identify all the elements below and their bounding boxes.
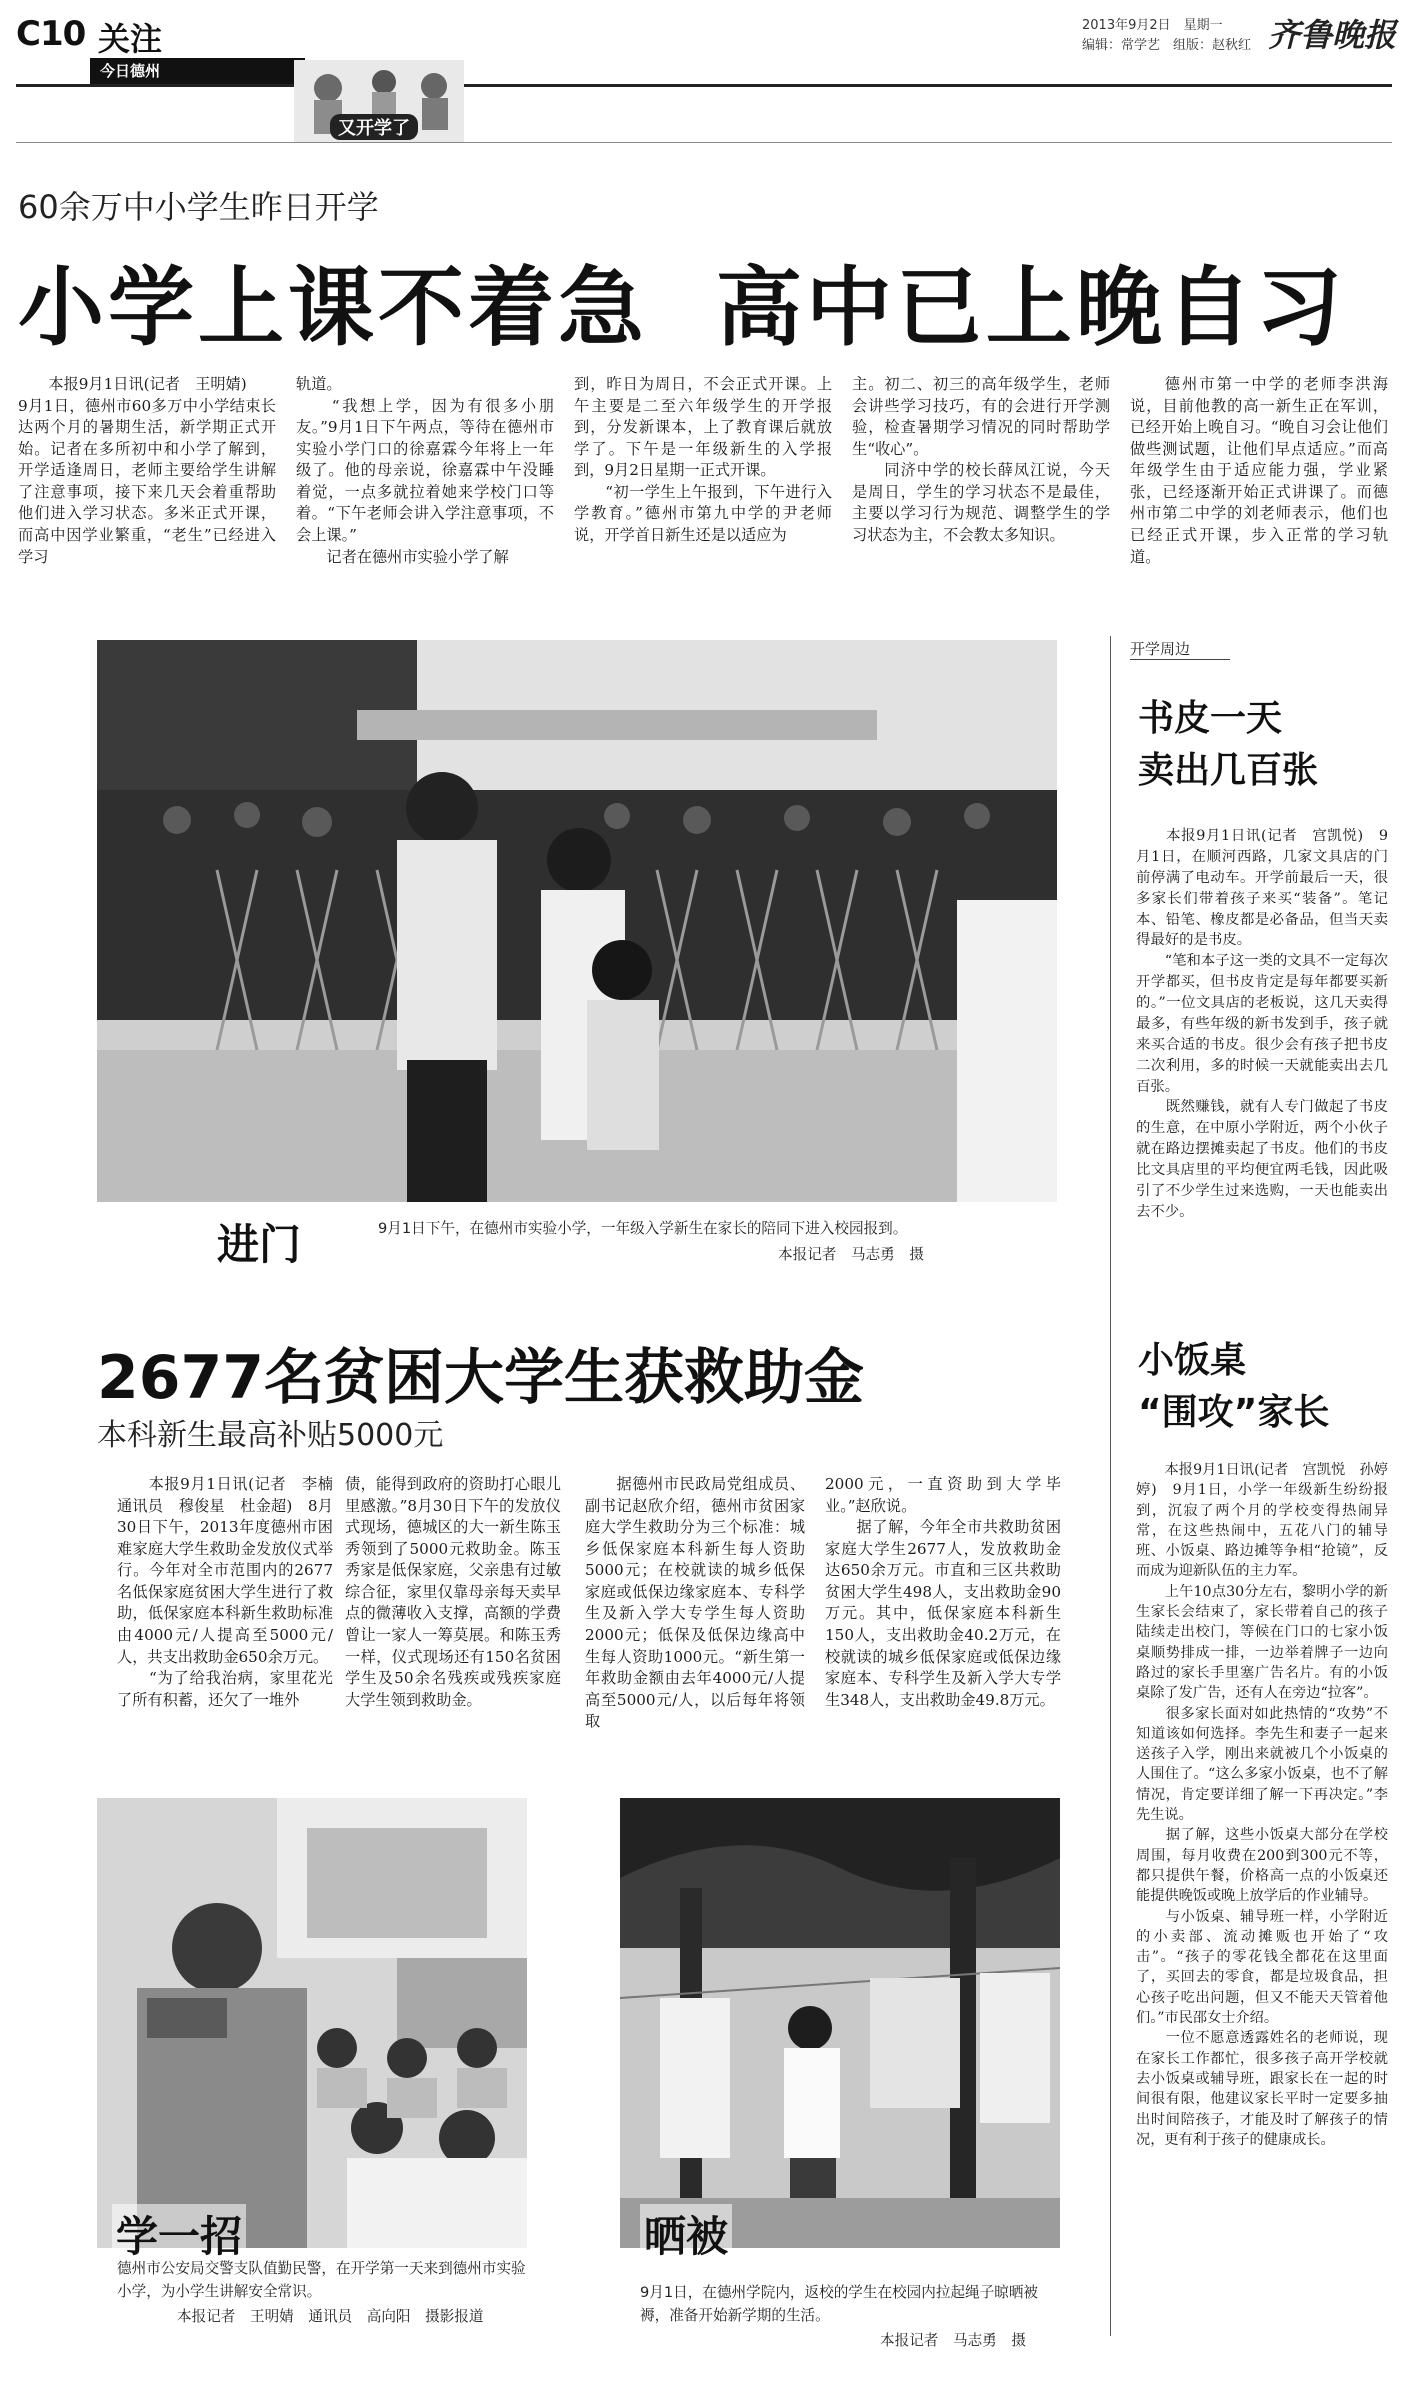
photo3-caption: 9月1日，在德州学院内，返校的学生在校园内拉起绳子晾晒被褥，准备开始新学期的生活。 [640,2284,1039,2324]
sidebar-story2-title-1: 小饭桌 [1138,1340,1247,1381]
header-rule-thin [16,142,1392,143]
lead-col-3: 到，昨日为周日，不会正式开课。上午主要是二至六年级学生的开学报到，分发新课本，上了教育课后就放学了。下午是一年级新生的入学报到，9月2日星期一正式开课。 “初一学生上午报到，下午进行入学教育。”德州市第九中学的尹老师说，开学首日新生还是以适应为 [574,375,832,545]
story2-col-4: 2000元，一直资助到大学毕业。”赵欣说。 据了解，今年全市共救助贫困家庭大学生2677人，发放救助金达650余万元。市直和三区共救助贫困大学生498人，支出救助金90万元。其中，低保家庭本科新生150人，支出救助金40.2万元，在校就读的城乡低保家庭或低保边缘家庭本、专科学生及新入学大专学生348人，支出救助金49.8万元。 [825,1475,1061,1709]
lead-col-5: 德州市第一中学的老师李洪海说，目前他教的高一新生正在军训，已经开始上晚自习。“晚自习会让他们做些测试题，让他们早点适应。”而高年级学生由于适应能力强，学业紧张，已经逐渐开始正式讲课了。而德州市第二中学的刘老师表示，他们也已经正式开课，步入正常的学习轨道。 [1130,375,1388,566]
date-line: 2013年9月2日 星期一 [1082,18,1223,33]
story2-col-2: 债，能得到政府的资助打心眼儿里感激。”8月30日下午的发放仪式现场，德城区的大一新生陈玉秀领到了5000元救助金。陈玉秀家是低保家庭，父亲患有过敏综合征，家里仅靠母亲每天卖早点的微薄收入支撑，高额的学费曾让一家人一筹莫展。和陈玉秀一样，仪式现场还有150名贫困学生及50余名残疾或残疾家庭大学生领到救助金。 [345,1475,561,1709]
photo2-caption: 德州市公安局交警支队值勤民警，在开学第一天来到德州市实验小学，为小学生讲解安全常识。 [117,2260,526,2300]
lead-col-4: 主。初二、初三的高年级学生，老师会讲些学习技巧，有的会进行开学测验，检查暑期学习情况的同时帮助学生“收心”。 同济中学的校长薛凤江说，今天是周日，学生的学习状态不是最佳，主要以学习行为规范、调整学生的学习状态为主，不会教太多知识。 [852,375,1110,545]
photo1-credit: 本报记者 马志勇 摄 [778,1246,924,1263]
photo2-label: 学一招 [112,2204,246,2264]
section-label: 关注 [98,20,163,58]
editors-line: 编辑：常学艺 组版：赵秋红 [1082,38,1252,53]
sidebar-divider [1110,636,1111,2336]
story2-col-1: 本报9月1日讯(记者 李楠 通讯员 穆俊星 杜金超) 8月30日下午，2013年度德州市困难家庭大学生救助金发放仪式举行。今年对全市范围内的2677名低保家庭贫困大学生进行了救助，低保家庭本科新生救助标准由4000元/人提高至5000元/人，共支出救助金650余万元。 “为了给我治病，家里花光了所有积蓄，还欠了一堆外 [117,1475,333,1709]
sidebar-story1-title-1: 书皮一天 [1138,698,1283,739]
header-rule [16,84,1392,87]
photo3-label: 晒被 [640,2204,732,2264]
sidebar-story2-body: 本报9月1日讯(记者 宫凯悦 孙婷婷) 9月1日，小学一年级新生纷纷报到，沉寂了两个月的学校变得热闹异常，在这些热闹中，五花八门的辅导班、小饭桌、路边摊等争相“抢镜”，反而成为迎新队伍的主力军。 上午10点30分左右，黎明小学的新生家长会结束了，家长带着自己的孩子陆续走出校门，等候在门口的七家小饭桌顺势排成一排，一边举着牌子一边向路过的家长手里塞广告名片。有的小饭桌除了发广告，还有人在旁边“拉客”。 很多家长面对如此热情的“攻势”不知道该如何选择。李先生和妻子一起来送孩子入学，刚出来就被几个小饭桌的人围住了。“这么多家小饭桌，也不了解情况，肯定要详细了解一下再决定。”李先生说。 据了解，这些小饭桌大部分在学校周围，每月收费在200到300元不等，都只提供午餐，价格高一点的小饭桌还能提供晚饭或晚上放学后的作业辅导。 与小饭桌、辅导班一样，小学附近的小卖部、流动摊贩也开始了“攻击”。“孩子的零花钱全都花在这里面了，买回去的零食，都是垃圾食品，担心孩子吃出问题，但又不能天天管着他们。”市民邵女士介绍。 一位不愿意透露姓名的老师说，现在家长工作都忙，很多孩子高开学校就去小饭桌或辅导班，跟家长在一起的时间很有限，他建议家长平时一定要多抽出时间陪孩子，才能及时了解孩子的情况，更有利于孩子的健康成长。 [1136,1462,1388,2148]
sidebar-story1-body: 本报9月1日讯(记者 宫凯悦) 9月1日，在顺河西路，几家文具店的门前停满了电动车。开学前最后一天，很多家长们带着孩子来买“装备”。笔记本、铅笔、橡皮都是必备品，但当天卖得最好的是书皮。 “笔和本子这一类的文具不一定每次开学都买，但书皮肯定是每年都要买新的。”一位文具店的老板说，这几天卖得最多，有些年级的新书发到手，孩子就来买合适的书皮。很少会有孩子把书皮二次利用，多的时候一天就能卖出去几百张。 既然赚钱，就有人专门做起了书皮的生意，在中原小学附近，两个小伙子就在路边摆摊卖起了书皮。他们的书皮比文具店里的平均便宜两毛钱，因此吸引了不少学生过来选购，一天也能卖出去不少。 [1136,828,1388,1220]
sidebar-tag: 开学周边 [1130,638,1230,660]
page-code: C10 [16,14,86,54]
lead-col-1: 本报9月1日讯(记者 王明婧) 9月1日，德州市60多万中小学结束长达两个月的暑期生活，新学期正式开始。记者在多所初中和小学了解到，开学适逢周日，老师主要给学生讲解了注意事项，接下来几天会着重帮助他们进入学习状态。多米正式开课，而高中因学业繁重，“老生”已经进入学习 [18,375,276,566]
lead-kicker: 60余万中小学生昨日开学 [18,188,379,226]
photo-classroom [97,1798,527,2248]
story2-col-3: 据德州市民政局党组成员、副书记赵欣介绍，德州市贫困家庭大学生救助分为三个标准：城乡低保家庭本科新生每人资助5000元；在校就读的城乡低保家庭或低保边缘家庭本、专科学生及新入学大专学生每人资助2000元；低保及低保边缘高中生每人资助1000元。“新生第一年救助金额由去年4000元/人提高至5000元/人，以后每年将领取 [585,1475,805,1731]
photo1-label: 进门 [217,1220,302,1269]
subsection-label: 今日德州 [100,62,161,80]
photo1-caption: 9月1日下午，在德州市实验小学，一年级入学新生在家长的陪同下进入校园报到。 [378,1220,908,1237]
banner-label: 又开学了 [330,114,418,140]
lead-col-2: 轨道。 “我想上学，因为有很多小朋友。”9月1日下午两点，等待在德州市实验小学门口的徐嘉霖今年将上一年级了。他的母亲说，徐嘉霖中午没睡着觉，一点多就拉着她来学校门口等着。“下午老师会讲入学注意事项，不会上课。” 记者在德州市实验小学了解 [296,375,554,566]
sidebar-story2-title-2: “围攻”家长 [1138,1392,1330,1433]
photo-school-gate [97,640,1057,1202]
lead-headline: 小学上课不着急 高中已上晚自习 [18,258,1346,358]
sidebar-story1-title-2: 卖出几百张 [1138,750,1319,791]
paper-logo: 齐鲁晚报 [1268,16,1397,54]
photo-drying-quilts [620,1798,1060,2248]
photo3-credit: 本报记者 马志勇 摄 [880,2332,1026,2349]
story2-headline: 2677名贫困大学生获救助金 [97,1343,864,1413]
photo2-credit: 本报记者 王明婧 通讯员 高向阳 摄影报道 [177,2308,484,2325]
story2-subhead: 本科新生最高补贴5000元 [97,1418,444,1453]
